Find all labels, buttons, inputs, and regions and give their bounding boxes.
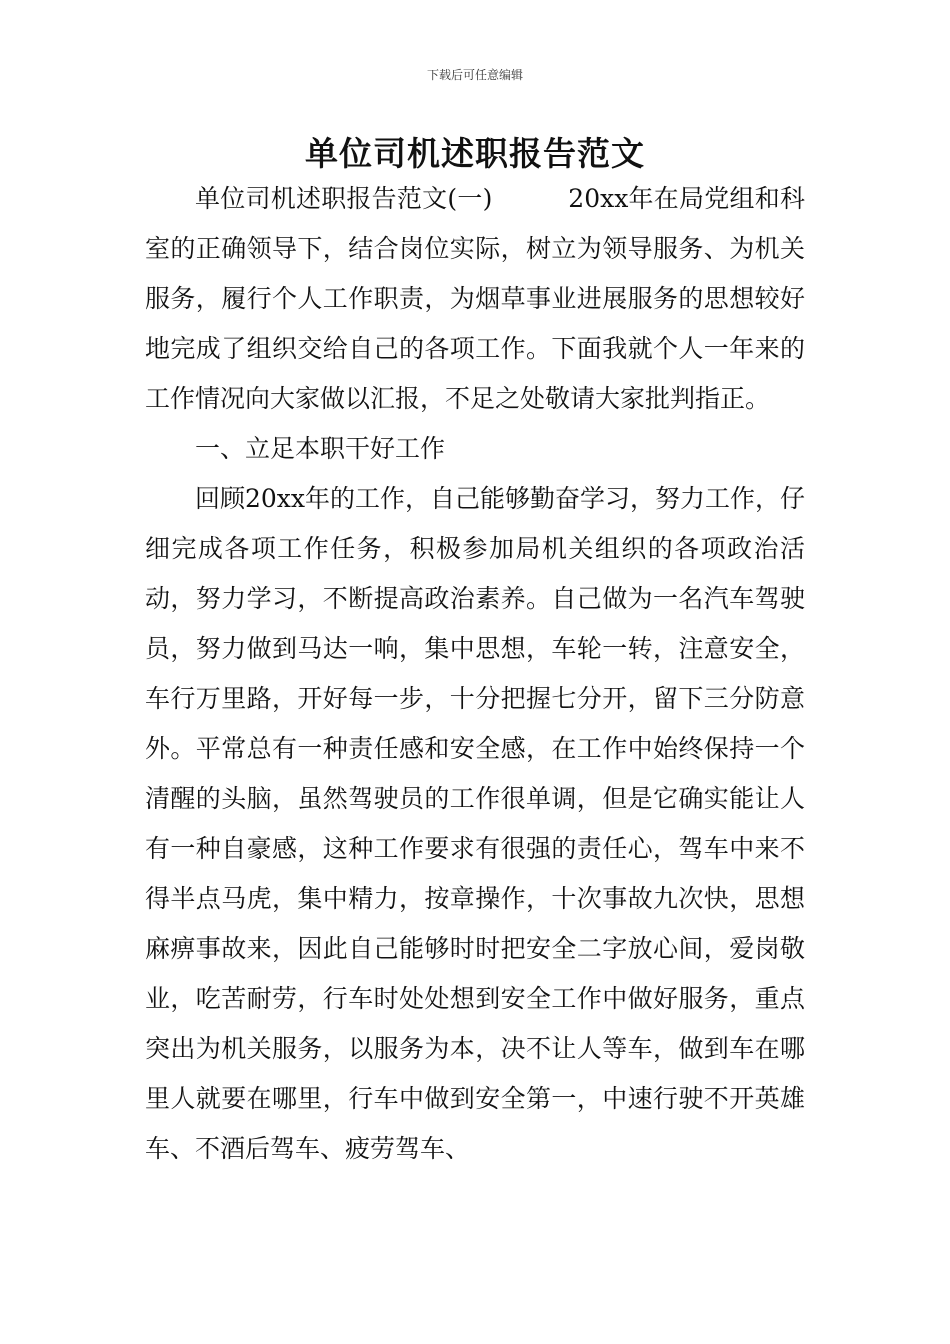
- document-title: 单位司机述职报告范文: [305, 134, 645, 173]
- paragraph-intro: 单位司机述职报告范文(一) 20xx年在局党组和科室的正确领导下，结合岗位实际，树立为领导服务、为机关服务，履行个人工作职责，为烟草事业进展服务的思想较好地完成了组织交给自己的各项工作。下面我就个人一年来的工作情况向大家做以汇报，不足之处敬请大家批判指正。: [145, 184, 805, 413]
- section-heading: 一、立足本职干好工作: [195, 434, 446, 463]
- header-note: 下载后可任意编辑: [426, 68, 523, 82]
- document-body: [145, 174, 805, 1174]
- paragraph-review: 回顾20xx年的工作，自己能够勤奋学习，努力工作，仔细完成各项工作任务，积极参加局机关组织的各项政治活动，努力学习，不断提高政治素养。自己做为一名汽车驾驶员，努力做到马达一响，集中思想，车轮一转，注意安全，车行万里路，开好每一步，十分把握七分开，留下三分防意外。平常总有一种责任感和安全感，在工作中始终保持一个清醒的头脑，虽然驾驶员的工作很单调，但是它确实能让人有一种自豪感，这种工作要求有很强的责任心，驾车中来不得半点马虎，集中精力，按章操作，十次事故九次快，思想麻痹事故来，因此自己能够时时把安全二字放心间，爱岗敬业，吃苦耐劳，行车时处处想到安全工作中做好服务，重点突出为机关服务，以服务为本，决不让人等车，做到车在哪里人就要在哪里，行车中做到安全第一，中速行驶不开英雄车、不酒后驾车、疲劳驾车、: [145, 484, 806, 1163]
